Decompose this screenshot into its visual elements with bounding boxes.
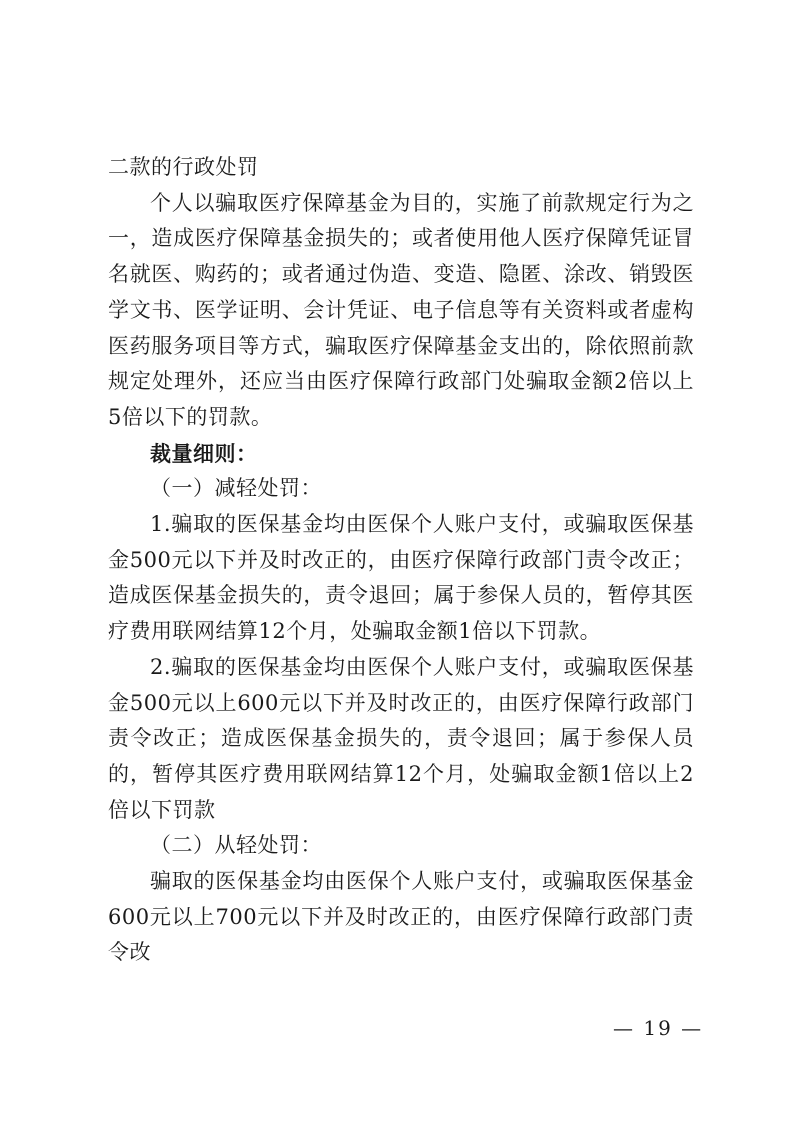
paragraph-item-2: 2.骗取的医保基金均由医保个人账户支付，或骗取医保基金500元以上600元以下并及时改正的，由医疗保障行政部门责令改正；造成医保基金损失的，责令退回；属于参保人员的，暂停其医疗费用联网结算12个月，处骗取金额1倍以上2倍以下罚款: [108, 654, 694, 822]
paragraph-discretion-rules: 裁量细则：: [150, 440, 258, 466]
paragraph-mitigated-penalty-heading: （一）减轻处罚：: [150, 476, 322, 501]
page-number: — 19 —: [613, 1016, 704, 1040]
document-body: [108, 150, 694, 971]
paragraph-lenient-penalty-heading: （二）从轻处罚：: [150, 833, 322, 858]
paragraph-individual-fraud: 个人以骗取医疗保障基金为目的，实施了前款规定行为之一，造成医疗保障基金损失的；或者使用他人医疗保障凭证冒名就医、购药的；或者通过伪造、变造、隐匿、涂改、销毁医学文书、医学证明、会计凭证、电子信息等有关资料或者虚构医药服务项目等方式，骗取医疗保障基金支出的，除依照前款规定处理外，还应当由医疗保障行政部门处骗取金额2倍以上5倍以下的罚款。: [108, 190, 694, 429]
section-heading: 二款的行政处罚: [108, 155, 259, 179]
paragraph-lenient-penalty-text: 骗取的医保基金均由医保个人账户支付，或骗取医保基金600元以上700元以下并及时改正的，由医疗保障行政部门责令改: [108, 869, 694, 965]
paragraph-item-1: 1.骗取的医保基金均由医保个人账户支付，或骗取医保基金500元以下并及时改正的，由医疗保障行政部门责令改正；造成医保基金损失的，责令退回；属于参保人员的，暂停其医疗费用联网结算12个月，处骗取金额1倍以下罚款。: [108, 512, 694, 644]
